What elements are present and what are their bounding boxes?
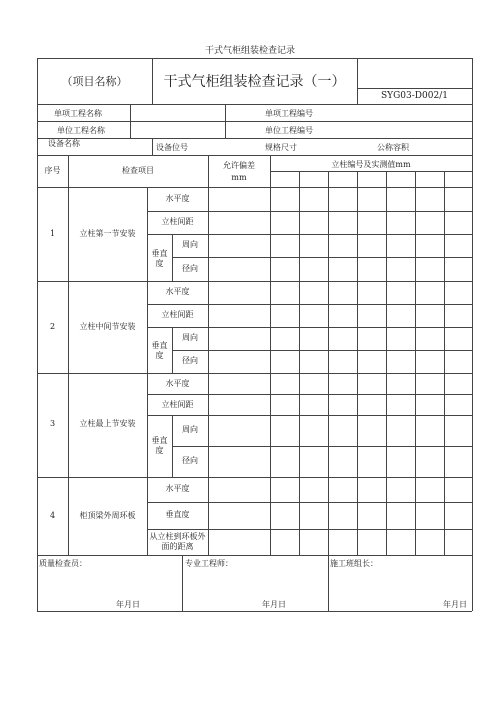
row-label: 周向: [182, 240, 198, 249]
col-line-m6: [415, 171, 416, 555]
nominal-volume-label: 公称容积: [377, 143, 409, 152]
frame-left: [37, 58, 38, 611]
col-line-m3: [328, 171, 329, 555]
info-line-3: [37, 155, 472, 156]
g4-line-2: [147, 529, 472, 530]
g1-line-2: [147, 234, 472, 235]
row-label: 径向: [182, 356, 198, 365]
row-label: 径向: [182, 456, 198, 465]
table-head-bottom: [37, 187, 472, 188]
equipment-tag-label: 设备位号: [156, 143, 188, 152]
spec-size-label: 规格尺寸: [265, 143, 297, 152]
form-title: 干式气柜组装检查记录（一）: [163, 74, 346, 90]
group-name: 立柱第一节安装: [79, 229, 136, 238]
vertical-label-2: 度: [155, 259, 164, 268]
g4-bottom: [37, 555, 472, 556]
engineer-label: 专业工程师：: [185, 559, 233, 568]
vertical-label-2: 度: [155, 446, 164, 455]
row-label: 水平度: [165, 484, 190, 493]
col-line-seq: [68, 155, 69, 555]
col-line-m2: [299, 171, 300, 555]
measured-header: 立柱编号及实测值mm: [331, 160, 411, 169]
col-line-m4: [357, 171, 358, 555]
col-line-m7: [444, 171, 445, 555]
seq-header: 序号: [44, 166, 61, 175]
g3-line-2: [147, 415, 472, 416]
row-label: 周向: [182, 333, 198, 342]
single-project-no-label: 单项工程编号: [265, 109, 313, 118]
group-no: 2: [49, 322, 56, 331]
vertical-label-1: 垂直: [151, 341, 168, 350]
date-label: 年月日: [443, 600, 467, 609]
g2-line-3: [172, 350, 472, 351]
sig-divider-1: [182, 555, 183, 611]
header-bottom-line: [37, 104, 472, 105]
g2-line-1: [147, 304, 472, 305]
col-line-m1: [270, 155, 271, 555]
measured-subhead-line: [270, 171, 472, 172]
team-leader-label: 施工班组长：: [330, 559, 378, 568]
g2-bottom: [37, 373, 472, 374]
tolerance-header-1: 允许偏差: [223, 161, 255, 170]
info-divider-c: [152, 138, 153, 155]
info-divider-a: [130, 104, 131, 138]
g2-line-2: [147, 327, 472, 328]
info-line-1: [37, 121, 472, 122]
project-name: （项目名称）: [61, 75, 128, 88]
top-caption: 干式气柜组装检查记录: [204, 46, 295, 56]
row-label: 水平度: [165, 379, 190, 388]
col-line-tolerance: [208, 155, 209, 555]
row-label: 水平度: [165, 194, 190, 203]
group-name: 立柱中间节安装: [79, 322, 136, 331]
group-name: 立柱最上节安装: [79, 419, 136, 428]
row-label: 面的距离: [161, 542, 194, 551]
frame-top: [37, 58, 472, 59]
unit-project-name-label: 单位工程名称: [57, 126, 105, 135]
group-no: 4: [49, 511, 56, 520]
group-no: 1: [49, 229, 56, 238]
g1-line-1: [147, 211, 472, 212]
quality-inspector-label: 质量检查员：: [39, 559, 87, 568]
tolerance-header-2: mm: [231, 173, 247, 182]
vertical-label-1: 垂直: [151, 436, 168, 445]
row-label: 周向: [182, 425, 198, 434]
item-header: 检查项目: [122, 166, 154, 175]
g3-line-1: [147, 394, 472, 395]
row-label: 垂直度: [165, 510, 190, 519]
frame-bottom: [37, 611, 472, 612]
row-label: 立柱间距: [161, 217, 194, 226]
header-code-line: [357, 88, 472, 89]
group-no: 3: [49, 419, 56, 428]
group-name: 柜顶梁外周环板: [79, 511, 136, 520]
g3-line-3: [172, 446, 472, 447]
row-label: 立柱间距: [161, 400, 194, 409]
row-label: 径向: [182, 264, 198, 273]
vertical-label-1: 垂直: [151, 249, 168, 258]
sig-divider-2: [328, 555, 329, 611]
unit-project-no-label: 单位工程编号: [265, 126, 313, 135]
g1-bottom: [37, 281, 472, 282]
info-divider-b: [225, 104, 226, 138]
row-label: 立柱间距: [161, 310, 194, 319]
col-line-m5: [386, 171, 387, 555]
info-line-2: [37, 138, 472, 139]
g3-bottom: [37, 477, 472, 478]
row-label: 水平度: [165, 287, 190, 296]
frame-right: [472, 58, 473, 611]
single-project-name-label: 单项工程名称: [54, 109, 102, 118]
doc-code: SYG03-D002/1: [381, 91, 448, 101]
date-label: 年月日: [116, 600, 140, 609]
g1-line-3: [172, 257, 472, 258]
g4-line-1: [147, 502, 472, 503]
equipment-name-label: 设备名称: [48, 139, 80, 148]
vertical-label-2: 度: [155, 351, 164, 360]
date-label: 年月日: [262, 600, 286, 609]
row-label: 从立柱到环板外: [149, 532, 206, 541]
